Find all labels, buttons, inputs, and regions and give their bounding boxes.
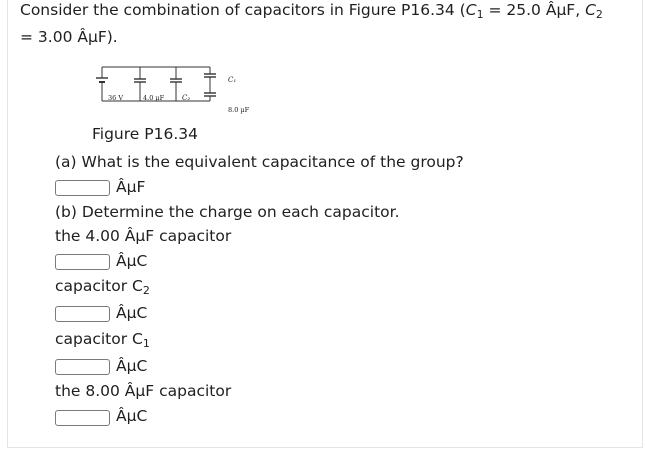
c2-subscript: 2: [595, 8, 603, 21]
capc1-subscript: 1: [142, 337, 150, 350]
capc2-prefix: capacitor C: [55, 277, 143, 295]
capc2-subscript: 2: [142, 284, 150, 297]
c1-subscript: 1: [476, 8, 484, 21]
problem-statement-line2: = 3.00 ÂµF).: [20, 28, 118, 46]
equivalent-capacitance-input[interactable]: [55, 180, 110, 196]
c1-value: = 25.0 ÂµF,: [483, 1, 586, 19]
cap4-question-label: the 4.00 ÂµF capacitor: [55, 227, 232, 245]
c1-symbol: C: [465, 1, 477, 19]
problem-statement-line1: [20, 0, 603, 22]
capc1-charge-unit: ÂµC: [116, 357, 148, 375]
c2-symbol: C: [585, 1, 596, 19]
capc1-prefix: capacitor C: [55, 330, 143, 348]
question-a-prompt: (a) What is the equivalent capacitance of the group?: [55, 153, 464, 171]
circuit-figure: [94, 58, 254, 120]
c2-figure-label: C₂: [182, 94, 191, 102]
capc1-charge-input[interactable]: [55, 359, 110, 375]
cap4-charge-input[interactable]: [55, 254, 110, 270]
cap4-figure-label: 4.0 µF: [143, 94, 165, 102]
cap8-question-label: the 8.00 ÂµF capacitor: [55, 382, 232, 400]
problem-intro: Consider the combination of capacitors in Figure P16.34 (: [20, 1, 466, 19]
cap4-charge-unit: ÂµC: [116, 252, 148, 270]
capc2-charge-unit: ÂµC: [116, 304, 148, 322]
question-b-prompt: (b) Determine the charge on each capacitor.: [55, 203, 400, 221]
capc2-charge-input[interactable]: [55, 306, 110, 322]
cap8-figure-label: 8.0 µF: [228, 106, 250, 114]
cap8-charge-input[interactable]: [55, 410, 110, 426]
capc1-question-label: [55, 329, 150, 351]
battery-label: 36 V: [108, 94, 124, 102]
c1-figure-label: C₁: [228, 76, 237, 84]
equivalent-capacitance-unit: ÂµF: [116, 178, 146, 196]
capc2-question-label: [55, 276, 150, 298]
figure-caption: Figure P16.34: [92, 125, 198, 143]
cap8-charge-unit: ÂµC: [116, 407, 148, 425]
